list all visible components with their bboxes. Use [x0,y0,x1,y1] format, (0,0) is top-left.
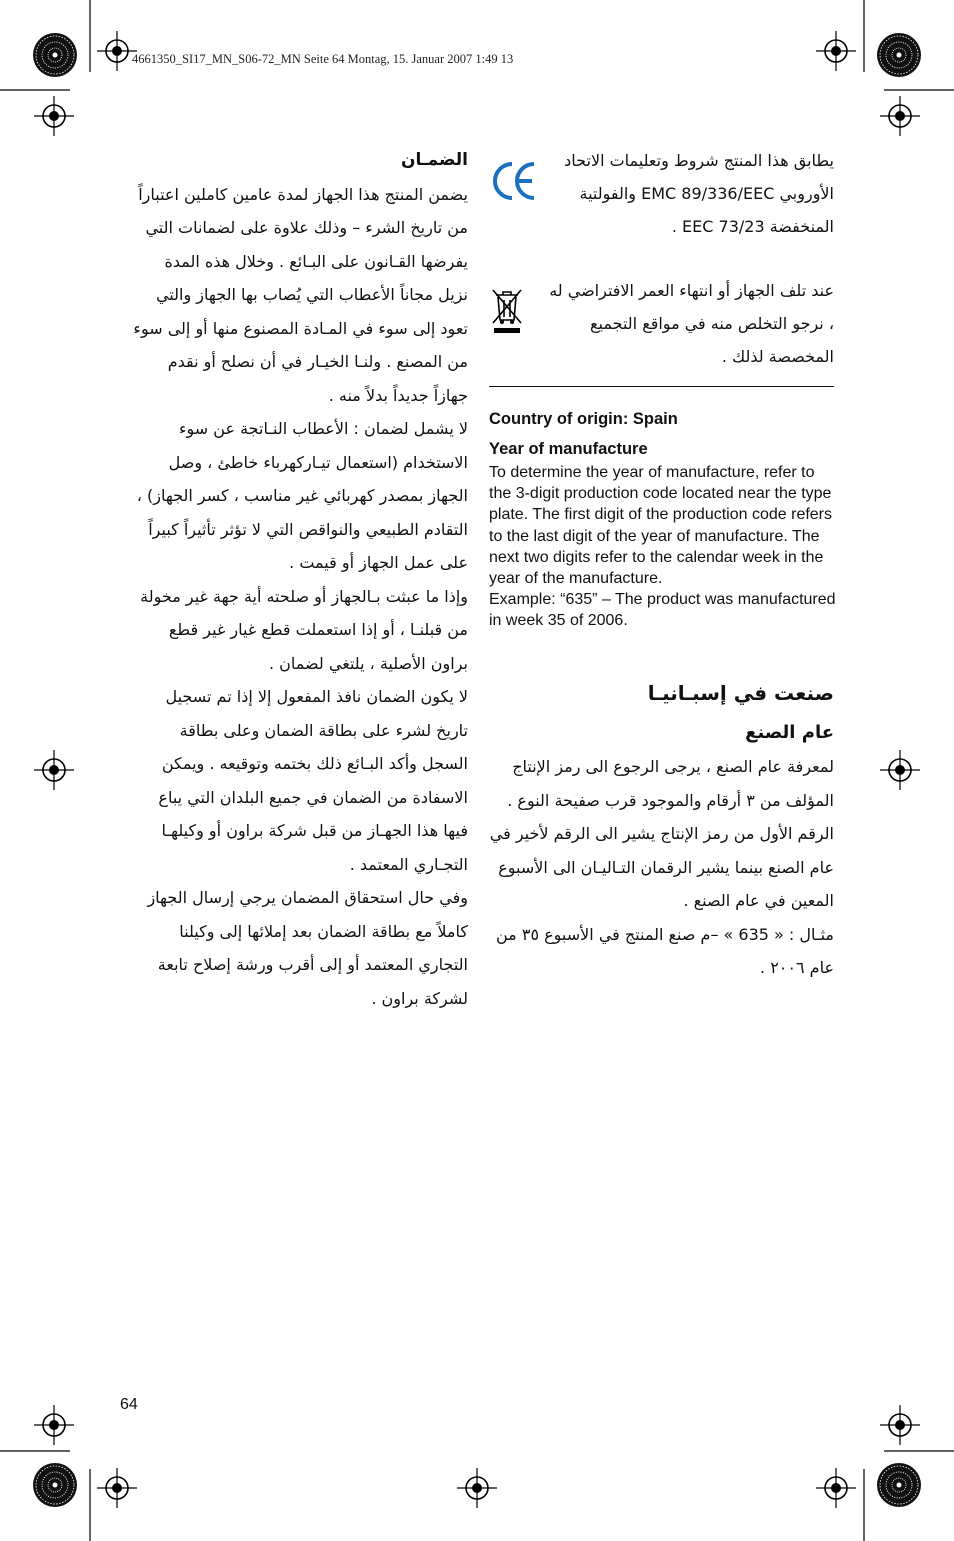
warranty-paragraph: لا يشمل لضمان : الأعطاب النـاتجة عن سوء الاستخدام (استعمال تيـاركهرباء خاطئ ، وصل الجهاز بمصدر كهربائي غير مناسب ، كسر الجهاز) ، التقادم الطبيعي والنواقص التي لا تؤثر تأثيراً كبيراً على عمل الجهاز أو قيمت . [136,419,468,572]
registration-mark-icon [97,1468,137,1508]
warranty-paragraph: وفي حال استحقاق المضمان يرجي إرسال الجهاز كاملاً مع بطاقة الضمان بعد إملائها إلى وكيلنا التجاري المعتمد أو إلى أقرب ورشة إصلاح تابعة لشركة براون . [147,888,468,1008]
registration-mark-icon [880,1405,920,1445]
year-of-manufacture-heading: Year of manufacture [489,440,648,458]
ce-mark-icon [492,160,536,202]
made-in-spain-heading: صنعت في إسبـانيـا [647,681,834,705]
star-target-icon [877,1463,921,1507]
print-slug: 4661350_SI17_MN_S06-72_MN Seite 64 Montag, 15. Januar 2007 1:49 13 [132,52,514,66]
production-code-example-ar: مثـال : « 635 » –م صنع المنتج في الأسبوع ٣٥ من عام ٢٠٠٦ . [496,924,834,977]
warranty-paragraph: لا يكون الضمان نافذ المفعول إلا إذا تم تسجيل تاريخ لشرء على بطاقة الضمان وعلى بطاقة السجل وأكد البـائع ذلك بختمه وتوقيعه . ويمكن الاسفادة من الضمان في جميع البلدان التي يباع فيها هذا الجهـاز من قبل شركة براون أو وكيلهـا التجـاري المعتمد . [158,687,468,874]
star-target-icon [33,1463,77,1507]
warranty-section [132,144,468,1015]
year-of-manufacture-text: To determine the year of manufacture, refer to the 3-digit production code located near the type plate. The first digit of the production code refers to the last digit of the year of manufacture. The next two digits refer to the calendar week in the year of the manufacture. [489,464,833,588]
registration-mark-icon [97,31,137,71]
star-target-icon [877,33,921,77]
registration-mark-icon [34,750,74,790]
year-of-manufacture-heading-ar: عام الصنع [745,722,834,743]
registration-mark-icon [816,31,856,71]
registration-mark-icon [34,1405,74,1445]
registration-mark-icon [816,1468,856,1508]
year-of-manufacture-text-ar: لمعرفة عام الصنع ، يرجى الرجوع الى رمز الإنتاج المؤلف من ٣ أرقام والموجود قرب صفيحة النوع . الرقم الأول من رمز الإنتاج يشير الى الرقم لأخير في عام الصنع بينما يشير الرقمان التـاليـان الى الأسبوع المعين في عام الصنع . [489,757,834,910]
crossed-bin-icon [490,287,524,335]
year-of-manufacture-body [489,462,839,632]
section-divider [489,386,834,387]
production-code-example: Example: “635” – The product was manufactured in week 35 of 2006. [489,591,836,630]
warranty-paragraph: وإذا ما عبثت بـالجهاز أو صلحته أية جهة غير مخولة من قبلنـا ، أو إذا استعملت قطع غيار غير قطع براون الأصلية ، يلتغي لضمان . [140,586,468,673]
registration-mark-icon [880,96,920,136]
star-target-icon [33,33,77,77]
warranty-paragraph: يضمن المنتج هذا الجهاز لمدة عامين كاملين اعتباراً من تاريخ الشرء – وذلك علاوة على لضمانات التي يفرضها القـانون على البـائع . وخلال هذه المدة نزيل مجاناً الأعطاب التي يُصاب بها الجهاز والتي تعود إلى سوء في المـادة المصنوع منها أو إلى سوء من المصنع . ولنـا الخيـار في أن نصلح أو نقدم جهازاً جديداً بدلاً منه . [133,184,468,405]
page-number: 64 [120,1396,138,1413]
registration-mark-icon [34,96,74,136]
year-of-manufacture-body-ar [489,750,834,985]
country-of-origin: Country of origin: Spain [489,410,678,428]
disposal-text: عند تلف الجهاز أو انتهاء العمر الافتراضي له ، نرجو التخلص منه في مواقع التجميع المخصصة لذلك . [549,281,834,366]
ce-conformity-text: يطابق هذا المنتج شروط وتعليمات الاتحاد الأوروبي EMC 89/336/EEC والفولتية المنخفضة 73/23 EEC . [564,151,834,236]
registration-mark-icon [880,750,920,790]
registration-mark-icon [457,1468,497,1508]
warranty-title: الضمـان [400,150,468,170]
